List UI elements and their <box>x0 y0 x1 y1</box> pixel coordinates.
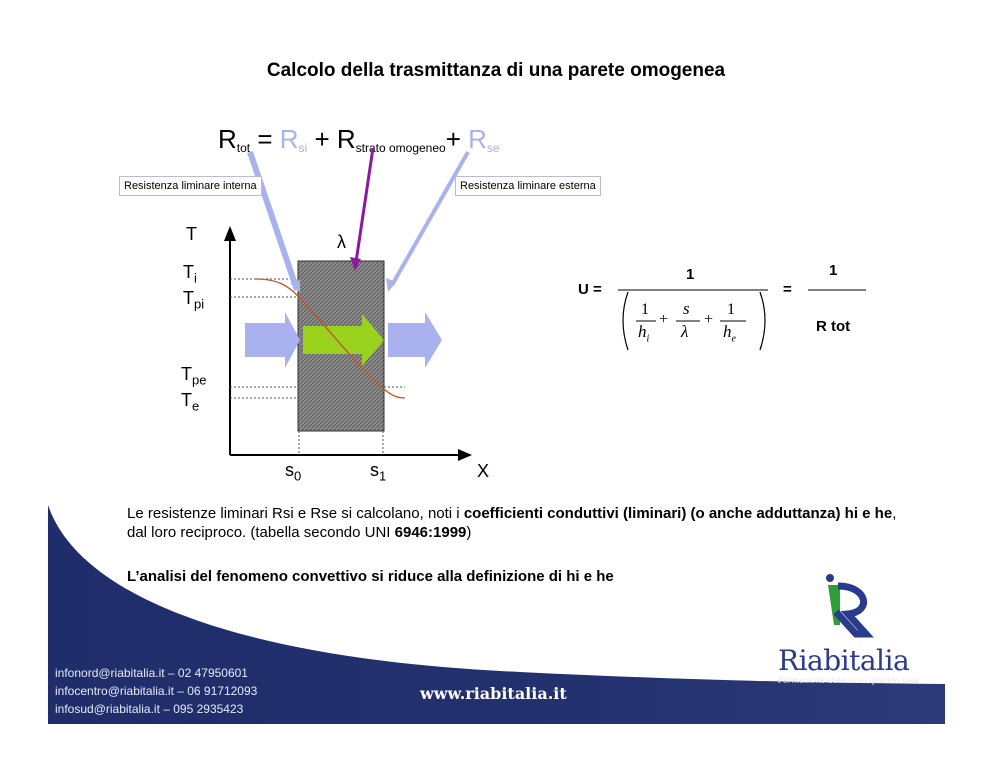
he-denominator <box>723 322 736 344</box>
website-link[interactable]: www.riabitalia.it <box>420 684 567 703</box>
tpi-main: T <box>183 288 194 308</box>
s1-sub: 1 <box>379 468 387 484</box>
s1-main: s <box>370 460 379 480</box>
logo-r-bowl <box>836 586 866 634</box>
s-numerator: s <box>683 299 690 318</box>
body-text-1: Le resistenze liminari Rsi e Rse si calcolano, noti i <box>127 505 464 522</box>
he-numerator: 1 <box>727 301 735 318</box>
ti-label <box>183 262 197 286</box>
hi-numerator: 1 <box>641 301 649 318</box>
rstrato-symbol: R <box>336 124 356 154</box>
heat-flow-arrow-right <box>388 312 442 368</box>
rsi-subscript: si <box>298 141 308 155</box>
x-axis-label: X <box>477 461 490 481</box>
rstrato-leader <box>356 148 373 262</box>
equals-sign: = <box>250 124 280 154</box>
s1-label <box>370 460 386 484</box>
body-text-bold-1: coefficienti conduttivi (liminari) (o anche adduttanza) hi e he <box>463 505 893 522</box>
body-text-2: , dal loro reciproco. (tabella secondo UNI <box>127 505 897 541</box>
hi-main: h <box>638 322 647 341</box>
body-text-bold-2: 6946:1999 <box>394 524 467 541</box>
x-axis-arrowhead <box>458 449 472 461</box>
te-main: T <box>181 390 192 410</box>
heat-flow-arrow-left <box>245 312 300 368</box>
lambda-denominator: λ <box>681 322 689 341</box>
y-axis-arrowhead <box>224 226 236 241</box>
te-label <box>181 390 199 414</box>
rstrato-subscript: strato omogeneo <box>355 141 446 155</box>
rtot-subscript: tot <box>236 141 251 155</box>
u-symbol: U = <box>578 281 602 298</box>
body-text-3: ) <box>466 524 472 541</box>
hi-sub: i <box>646 333 650 345</box>
he-main: h <box>723 322 732 341</box>
ti-main: T <box>183 262 194 282</box>
rse-leader <box>392 152 468 285</box>
hi-denominator <box>638 322 649 344</box>
rtot-symbol: R <box>218 124 237 154</box>
ti-sub: i <box>194 270 197 286</box>
internal-resistance-label: Resistenza liminare interna <box>119 176 262 196</box>
y-axis-label: T <box>186 224 197 244</box>
right-paren <box>760 292 765 350</box>
r-tot-denominator: R tot <box>816 318 851 335</box>
s0-sub: 0 <box>294 468 302 484</box>
left-paren <box>623 292 628 350</box>
page-title: Calcolo della trasmittanza di una parete omogenea <box>266 60 726 81</box>
logo-dot <box>826 574 834 582</box>
u-equals: = <box>783 281 792 298</box>
plus-sign-2: + <box>445 124 469 154</box>
body-paragraph <box>127 504 907 542</box>
plus-sign: + <box>307 124 337 154</box>
plus-1: + <box>659 311 669 328</box>
contact-south: infosud@riabitalia.it – 095 2935423 <box>55 702 244 716</box>
he-sub: e <box>731 333 736 345</box>
contact-center: infocentro@riabitalia.it – 06 91712093 <box>55 684 258 698</box>
rsi-leader <box>250 152 297 290</box>
right-numerator: 1 <box>829 262 838 279</box>
te-sub: e <box>192 398 200 414</box>
s0-label <box>285 460 301 484</box>
tpe-main: T <box>181 364 192 384</box>
brand-logo-text: Riabitalia <box>778 644 910 677</box>
lambda-label: λ <box>337 232 346 252</box>
tpi-sub: pi <box>194 296 205 312</box>
tpe-sub: pe <box>192 372 207 388</box>
rse-symbol: R <box>468 124 487 154</box>
brand-tagline: Formazione dove vuoi quando vuoi <box>778 676 920 685</box>
rse-subscript: se <box>486 141 500 155</box>
plus-2: + <box>704 311 714 328</box>
tpe-label <box>181 364 206 388</box>
rsi-symbol: R <box>279 124 299 154</box>
conclusion-text: L’analisi del fenomeno convettivo si riduce alla definizione di hi e he <box>127 568 614 585</box>
tpi-label <box>183 288 204 312</box>
external-resistance-label: Resistenza liminare esterna <box>455 176 601 196</box>
s0-main: s <box>285 460 294 480</box>
contact-north: infonord@riabitalia.it – 02 47950601 <box>55 666 248 680</box>
u-numerator: 1 <box>686 266 695 283</box>
